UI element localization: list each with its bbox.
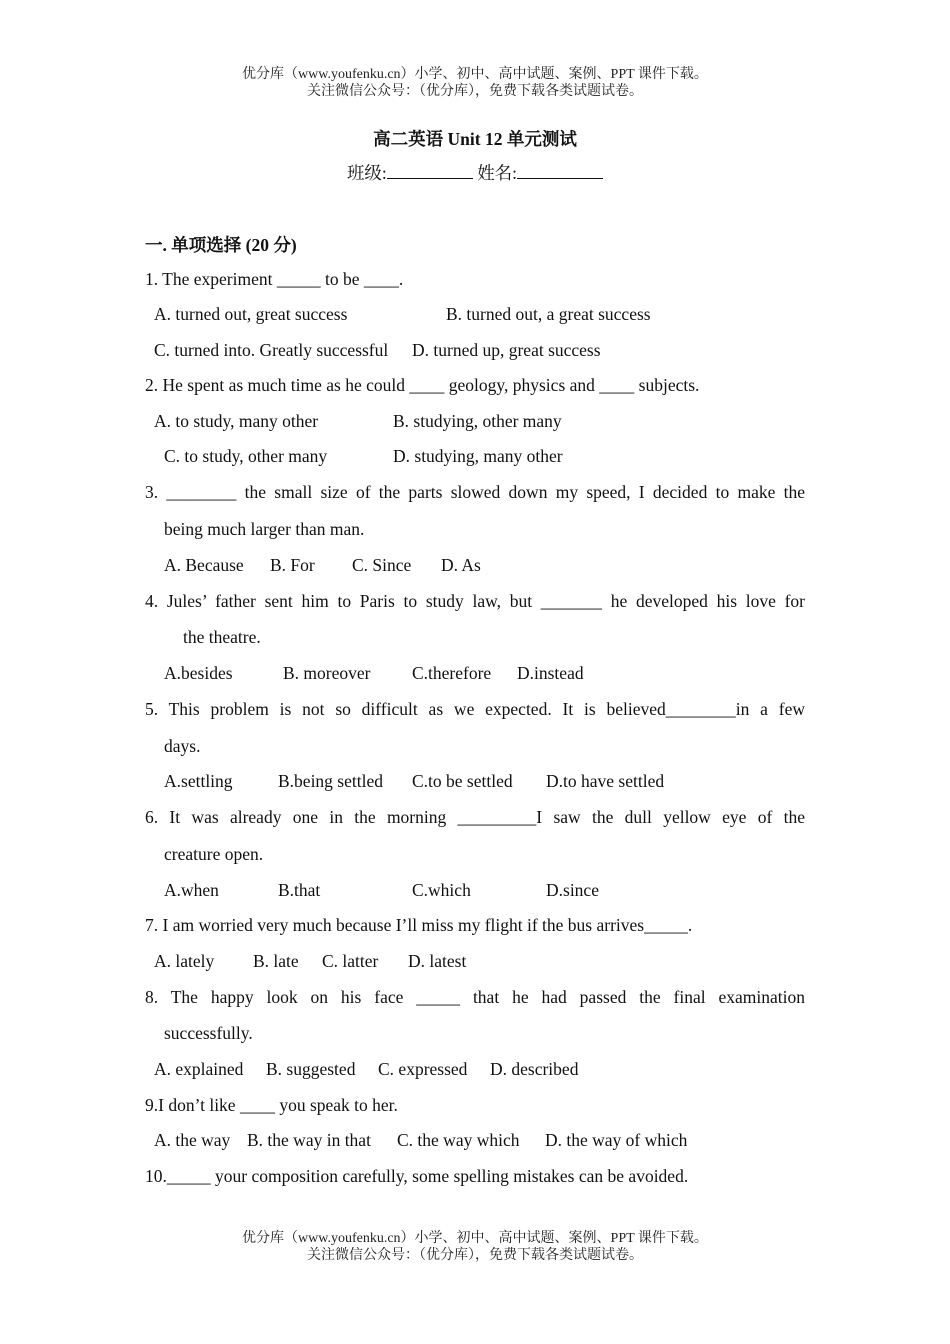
question-7-stem: 7. I am worried very much because I’ll miss my flight if the bus arrives_____. — [145, 915, 693, 935]
question-3-option-d: D. As — [441, 555, 481, 575]
question-5-option-a: A.settling — [164, 771, 233, 791]
question-6-option-c: C.which — [412, 880, 471, 900]
question-1-stem: 1. The experiment _____ to be ____. — [145, 269, 404, 289]
question-5-option-b: B.being settled — [278, 771, 383, 791]
class-blank — [387, 162, 473, 179]
question-2-stem: 2. He spent as much time as he could ____ geology, physics and ____ subjects. — [145, 375, 700, 395]
footer-line-1: 优分库（www.youfenku.cn）小学、初中、高中试题、案例、PPT 课件下载。 — [242, 1231, 708, 1246]
question-7-option-c: C. latter — [322, 951, 379, 971]
question-4-option-a: A.besides — [164, 663, 233, 683]
question-7-option-a: A. lately — [154, 951, 215, 971]
question-2-option-d: D. studying, many other — [393, 446, 563, 466]
question-10-stem: 10._____ your composition carefully, some spelling mistakes can be avoided. — [145, 1166, 689, 1186]
question-4-option-d: D.instead — [517, 663, 584, 683]
class-label: 班级: — [346, 163, 387, 183]
question-8-option-b: B. suggested — [266, 1059, 356, 1079]
name-blank — [517, 162, 603, 179]
name-label: 姓名: — [477, 163, 518, 183]
question-4-stem-line-2: the theatre. — [183, 627, 261, 647]
question-1-option-c: C. turned into. Greatly successful — [154, 340, 389, 360]
question-6-option-d: D.since — [546, 880, 599, 900]
section-heading: 一. 单项选择 (20 分) — [145, 235, 297, 255]
question-6-option-b: B.that — [278, 880, 321, 900]
question-7-option-d: D. latest — [408, 951, 467, 971]
page-footer — [0, 1230, 950, 1264]
question-3-option-b: B. For — [270, 555, 315, 575]
question-8-option-c: C. expressed — [378, 1059, 468, 1079]
question-9-option-d: D. the way of which — [545, 1130, 688, 1150]
question-5-stem-line-1: 5. This problem is not so difficult as we expected. It is believed________in a few — [145, 699, 805, 719]
question-6-stem-line-1: 6. It was already one in the morning _________I saw the dull yellow eye of the — [145, 807, 805, 827]
question-5-stem-line-2: days. — [164, 736, 201, 756]
question-1-option-a: A. turned out, great success — [154, 304, 348, 324]
question-2-option-c: C. to study, other many — [164, 446, 328, 466]
question-8-option-d: D. described — [490, 1059, 579, 1079]
page-header — [0, 66, 950, 100]
question-7-option-b: B. late — [253, 951, 299, 971]
question-3-option-a: A. Because — [164, 555, 244, 575]
question-8-option-a: A. explained — [154, 1059, 244, 1079]
header-line-2: 关注微信公众号：（优分库），免费下载各类试题试卷。 — [307, 84, 643, 99]
question-5-option-c: C.to be settled — [412, 771, 513, 791]
question-4-option-c: C.therefore — [412, 663, 492, 683]
header-line-1: 优分库（www.youfenku.cn）小学、初中、高中试题、案例、PPT 课件下载。 — [242, 67, 708, 82]
question-8-stem-line-1: 8. The happy look on his face _____ that he had passed the final examination — [145, 987, 805, 1007]
question-9-option-a: A. the way — [154, 1130, 231, 1150]
question-2-option-a: A. to study, many other — [154, 411, 319, 431]
question-4-stem-line-1: 4. Jules’ father sent him to Paris to study law, but _______ he developed his love for — [145, 591, 805, 611]
question-6-option-a: A.when — [164, 880, 219, 900]
question-3-stem-line-1: 3. ________ the small size of the parts slowed down my speed, I decided to make the — [145, 482, 805, 502]
question-6-stem-line-2: creature open. — [164, 844, 264, 864]
question-5-option-d: D.to have settled — [546, 771, 665, 791]
question-3-option-c: C. Since — [352, 555, 412, 575]
question-1-option-d: D. turned up, great success — [412, 340, 601, 360]
question-9-option-b: B. the way in that — [247, 1130, 371, 1150]
student-info-row — [0, 160, 950, 185]
question-9-option-c: C. the way which — [397, 1130, 520, 1150]
question-3-stem-line-2: being much larger than man. — [164, 519, 365, 539]
document-title: 高二英语 Unit 12 单元测试 — [373, 129, 577, 149]
question-9-stem: 9.I don’t like ____ you speak to her. — [145, 1095, 398, 1115]
footer-line-2: 关注微信公众号：（优分库），免费下载各类试题试卷。 — [307, 1248, 643, 1263]
question-4-option-b: B. moreover — [283, 663, 371, 683]
question-8-stem-line-2: successfully. — [164, 1023, 253, 1043]
question-1-option-b: B. turned out, a great success — [446, 304, 651, 324]
question-2-option-b: B. studying, other many — [393, 411, 562, 431]
